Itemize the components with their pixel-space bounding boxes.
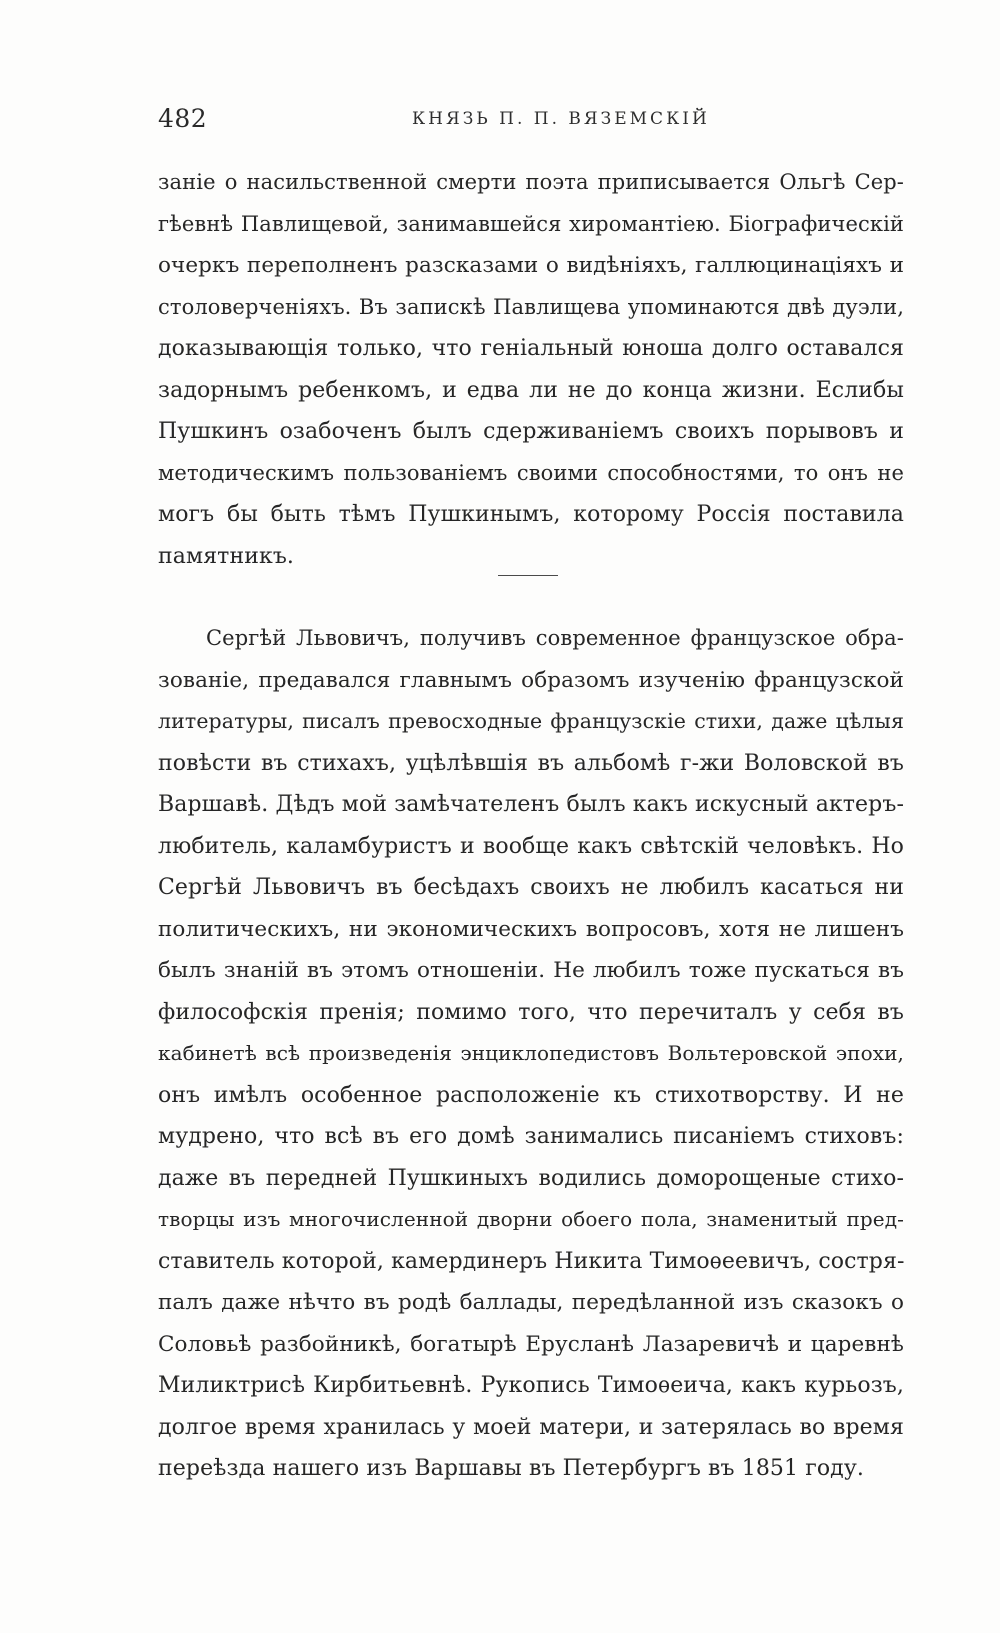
- text-line: гѣевнѣ Павлищевой, занимавшейся хиромантіею. Біографическій: [158, 211, 904, 236]
- text-line: Пушкинъ озабоченъ былъ сдерживаніемъ своихъ порывовъ и: [158, 419, 904, 444]
- text-line: любитель, каламбуристъ и вообще какъ свѣтскій человѣкъ. Но: [158, 833, 904, 859]
- text-line: повѣсти въ стихахъ, уцѣлѣвшія въ альбомѣ г-жи Воловской въ: [158, 750, 904, 776]
- running-head: КНЯЗЬ П. П. ВЯЗЕМСКІЙ: [412, 109, 710, 129]
- text-line: онъ имѣлъ особенное расположеніе къ стихотворству. И не: [158, 1082, 904, 1108]
- text-line: творцы изъ многочисленной дворни обоего пола, знаменитый пред-: [158, 1207, 904, 1231]
- text-line: зованіе, предавался главнымъ образомъ изученію французской: [158, 667, 904, 693]
- text-line: политическихъ, ни экономическихъ вопросовъ, хотя не лишенъ: [158, 916, 904, 942]
- text-line: философскія пренія; помимо того, что перечиталъ у себя въ: [158, 999, 904, 1025]
- text-line: доказывающія только, что геніальный юноша долго оставался: [158, 336, 904, 361]
- text-line: памятникъ.: [158, 543, 295, 569]
- text-line: кабинетѣ всѣ произведенія энциклопедистовъ Вольтеровской эпохи,: [158, 1041, 904, 1065]
- text-line: столоверченіяхъ. Въ запискѣ Павлищева упоминаются двѣ дуэли,: [158, 294, 904, 319]
- text-line: мудрено, что всѣ въ его домѣ занимались писаніемъ стиховъ:: [158, 1124, 904, 1149]
- section-separator: [498, 575, 558, 576]
- text-line: задорнымъ ребенкомъ, и едва ли не до конца жизни. Еслибы: [158, 377, 904, 403]
- text-line: Сергѣй Львовичъ въ бесѣдахъ своихъ не любилъ касаться ни: [158, 875, 904, 900]
- page-number: 482: [158, 104, 208, 133]
- text-line: Сергѣй Львовичъ, получивъ современное французское обра-: [206, 626, 904, 650]
- text-line: палъ даже нѣчто въ родѣ баллады, передѣланной изъ сказокъ о: [158, 1290, 904, 1315]
- paragraph-1: [158, 162, 904, 577]
- text-line: методическимъ пользованіемъ своими способностями, то онъ не: [158, 460, 904, 485]
- text-line: Варшавѣ. Дѣдъ мой замѣчателенъ былъ какъ искусный актеръ-: [158, 792, 904, 817]
- text-line: очеркъ переполненъ разсказами о видѣніяхъ, галлюцинаціяхъ и: [158, 253, 904, 278]
- text-line: долгое время хранилась у моей матери, и затерялась во время: [158, 1414, 904, 1440]
- text-line: могъ бы быть тѣмъ Пушкинымъ, которому Россія поставила: [158, 502, 904, 527]
- text-line: Миликтрисѣ Кирбитьевнѣ. Рукопись Тимоѳеича, какъ курьозъ,: [158, 1373, 904, 1398]
- text-line: переѣзда нашего изъ Варшавы въ Петербургъ въ 1851 году.: [158, 1456, 864, 1481]
- text-line: даже въ передней Пушкиныхъ водились доморощеные стихо-: [158, 1165, 904, 1191]
- text-line: Соловьѣ разбойникѣ, богатырѣ Еруcланѣ Лазаревичѣ и царевнѣ: [158, 1331, 904, 1357]
- text-line: ставитель которой, камердинеръ Никита Тимоѳеевичъ, состря-: [158, 1248, 904, 1274]
- text-line: заніе о насильственной смерти поэта приписывается Ольгѣ Сер-: [158, 170, 904, 194]
- text-line: былъ знаній въ этомъ отношеніи. Не любилъ тоже пускаться въ: [158, 958, 904, 983]
- paragraph-2: [158, 618, 904, 1490]
- text-line: литературы, писалъ превосходные французскіе стихи, даже цѣлыя: [158, 709, 904, 733]
